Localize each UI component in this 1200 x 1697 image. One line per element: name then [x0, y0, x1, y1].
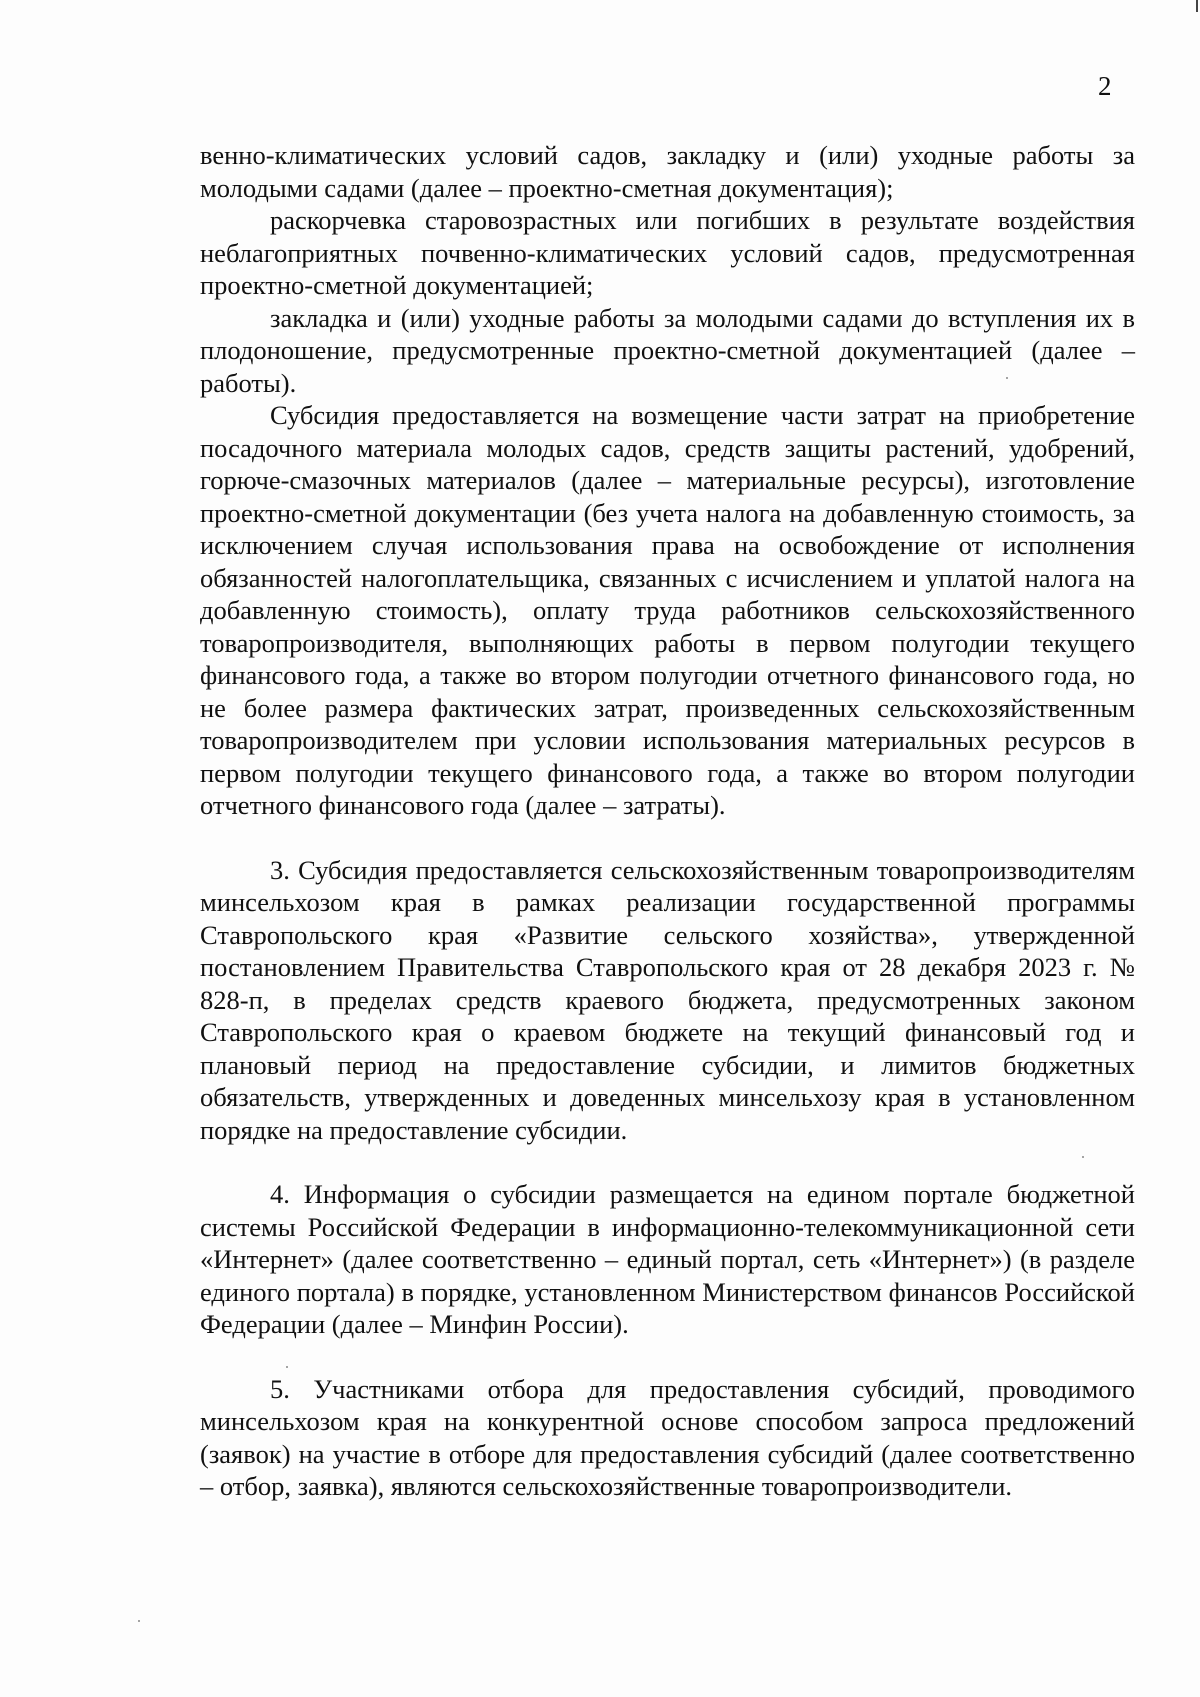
scan-speck [1082, 1156, 1084, 1158]
paragraph-section-5: 5. Участниками отбора для предоставления субсидий, проводимого минсельхозом края на конкурентной основе способом запроса предложений (заявок) на участие в отборе для предоставления субсидий (далее соответственно – отбор, заявка), являются сельскохозяйственные товаропроизводители. [200, 1373, 1135, 1501]
scan-speck [286, 1366, 288, 1368]
paragraph-planting-works: закладка и (или) уходные работы за молодыми садами до вступления их в плодоношение, предусмотренные проектно-сметной документацией (далее – работы). [200, 302, 1135, 398]
paragraph-section-4: 4. Информация о субсидии размещается на едином портале бюджетной системы Российской Федерации в информационно-телекоммуникационной сети «Интернет» (далее соответственно – единый портал, сеть «Интернет») (в разделе единого портала) в порядке, установленном Министерством финансов Российской Федерации (далее – Минфин России). [200, 1179, 1135, 1339]
document-body [200, 139, 1135, 1503]
scan-speck [1006, 377, 1008, 379]
paragraph-continuation: венно-климатических условий садов, закладку и (или) уходные работы за молодыми садами (далее – проектно-сметная документация); [200, 140, 1135, 203]
scan-speck [138, 1620, 140, 1622]
paragraph-section-3: 3. Субсидия предоставляется сельскохозяйственным товаропроизводителям минсельхозом края в рамках реализации государственной программы Ставропольского края «Развитие сельского хозяйства», утвержденной постановлением Правительства Ставропольского края от 28 декабря 2023 г. № 828-п, в пределах средств краевого бюджета, предусмотренных законом Ставропольского края о краевом бюджете на текущий финансовый год и плановый период на предоставление субсидии, и лимитов бюджетных обязательств, утвержденных и доведенных минсельхозу края в установленном порядке на предоставление субсидии. [200, 854, 1135, 1145]
scan-corner-mark [1196, 0, 1198, 12]
paragraph-uprooting: раскорчевка старовозрастных или погибших в результате воздействия неблагоприятных почвенно-климатических условий садов, предусмотренная проектно-сметной документацией; [200, 205, 1135, 300]
paragraph-subsidy-costs: Субсидия предоставляется на возмещение части затрат на приобретение посадочного материала молодых садов, средств защиты растений, удобрений, горюче-смазочных материалов (далее – материальные ресурсы), изготовление проектно-сметной документации (без учета налога на добавленную стоимость, за исключением случая использования права на освобождение от исполнения обязанностей налогоплательщика, связанных с исчислением и уплатой налога на добавленную стоимость), оплату труда работников сельскохозяйственного товаропроизводителя, выполняющих работы в первом полугодии текущего финансового года, а также во втором полугодии отчетного финансового года, но не более размера фактических затрат, произведенных сельскохозяйственным товаропроизводителем при условии использования материальных ресурсов в первом полугодии текущего финансового года, а также во втором полугодии отчетного финансового года (далее – затраты). [200, 400, 1135, 820]
page-number: 2 [1098, 71, 1112, 101]
